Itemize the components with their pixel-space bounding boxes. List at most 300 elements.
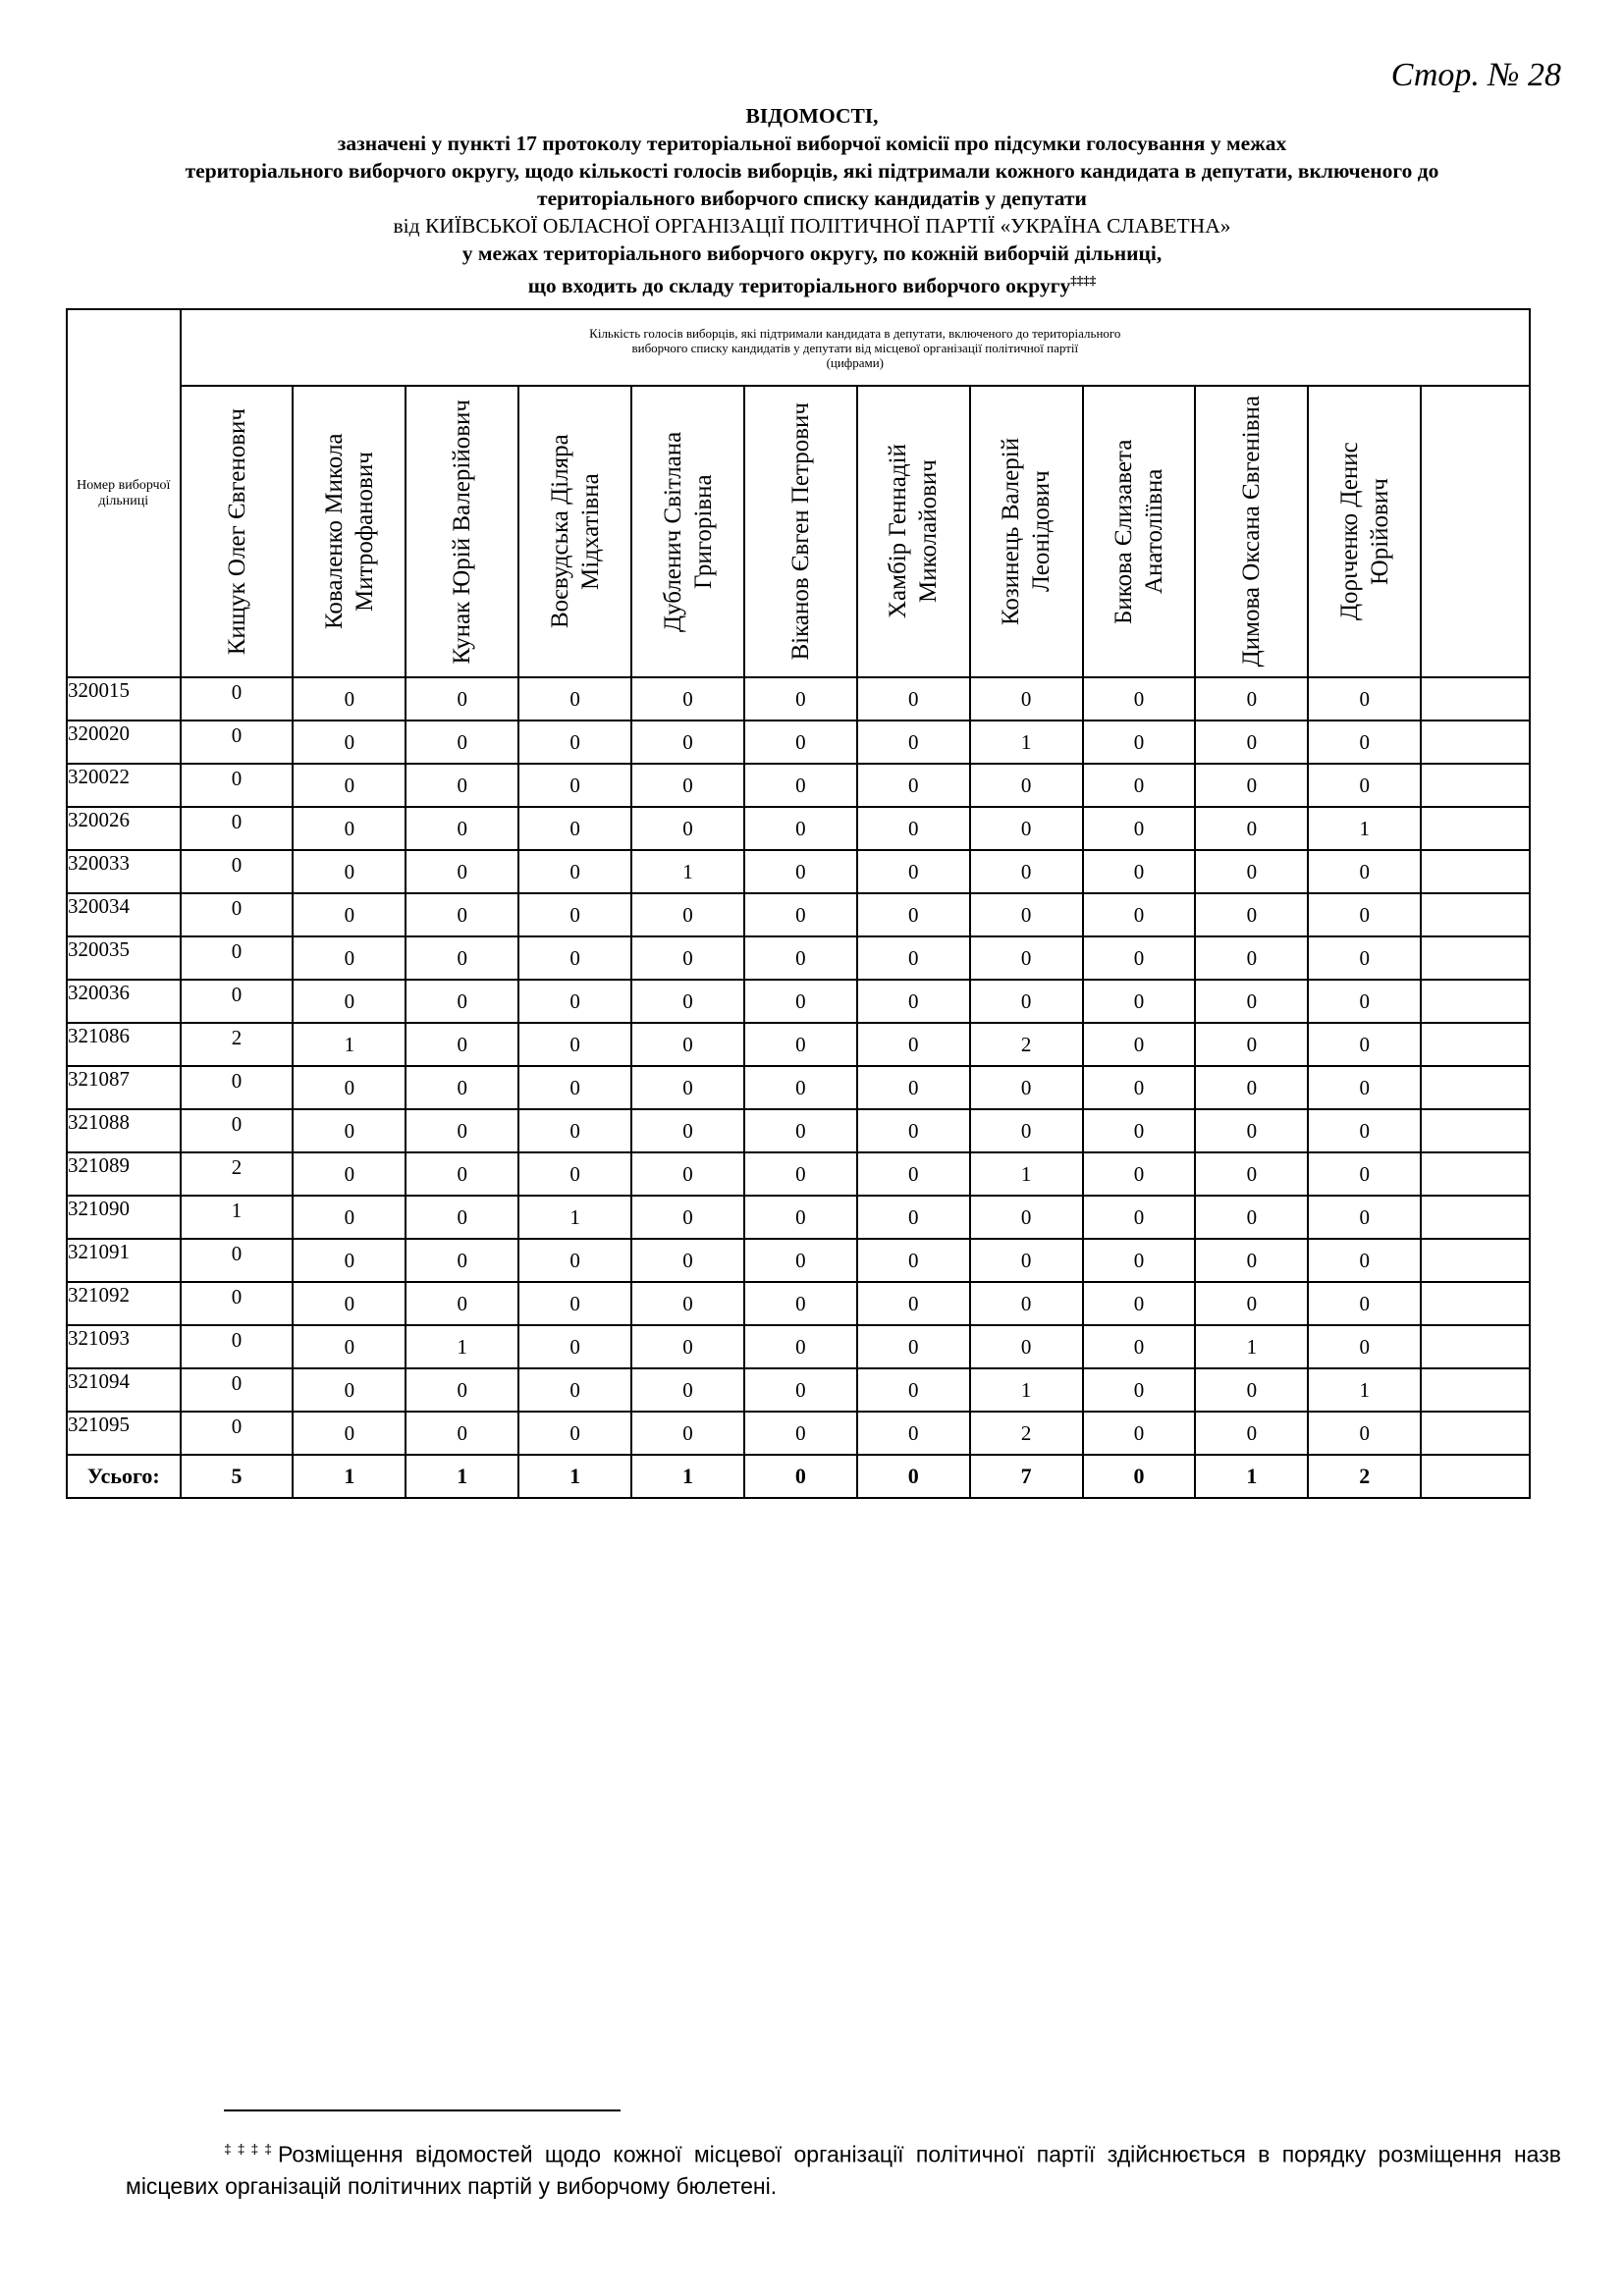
vote-count-cell: 0 xyxy=(744,721,857,764)
vote-count-cell: 0 xyxy=(181,1109,294,1152)
vote-count-cell: 0 xyxy=(970,677,1083,721)
vote-count-cell: 0 xyxy=(181,893,294,936)
vote-count-cell: 0 xyxy=(406,1066,518,1109)
vote-count-cell: 0 xyxy=(631,764,744,807)
vote-count-cell: 0 xyxy=(744,1239,857,1282)
vote-count-cell: 0 xyxy=(518,1368,631,1412)
total-cell: 1 xyxy=(518,1455,631,1498)
vote-count-cell: 0 xyxy=(744,850,857,893)
empty-cell xyxy=(1421,1368,1530,1412)
vote-count-cell: 0 xyxy=(518,807,631,850)
empty-cell xyxy=(1421,1325,1530,1368)
table-row xyxy=(67,764,1530,807)
vote-count-cell: 0 xyxy=(1195,1023,1308,1066)
vote-count-cell: 0 xyxy=(1195,1152,1308,1196)
station-number: 320036 xyxy=(67,980,181,1023)
vote-count-cell: 0 xyxy=(857,1325,970,1368)
vote-count-cell: 0 xyxy=(970,1109,1083,1152)
document-heading xyxy=(59,102,1565,299)
vote-count-cell: 0 xyxy=(293,1109,406,1152)
vote-count-cell: 2 xyxy=(181,1152,294,1196)
table-row xyxy=(67,807,1530,850)
table-row xyxy=(67,721,1530,764)
empty-cell xyxy=(1421,850,1530,893)
vote-count-cell: 0 xyxy=(181,807,294,850)
vote-count-cell: 0 xyxy=(518,1325,631,1368)
vote-count-cell: 0 xyxy=(181,1239,294,1282)
page-number: Стор. № 28 xyxy=(1390,57,1561,93)
vote-count-cell: 0 xyxy=(1083,1066,1196,1109)
vote-count-cell: 2 xyxy=(970,1412,1083,1455)
table-row xyxy=(67,1023,1530,1066)
vote-count-cell: 0 xyxy=(1195,677,1308,721)
totals-row xyxy=(67,1455,1530,1498)
vote-count-cell: 0 xyxy=(1195,1109,1308,1152)
vote-count-cell: 0 xyxy=(857,980,970,1023)
candidate-header xyxy=(406,386,518,677)
vote-count-cell: 0 xyxy=(518,721,631,764)
vote-count-cell: 0 xyxy=(970,1066,1083,1109)
vote-count-cell: 1 xyxy=(1308,1368,1421,1412)
vote-count-cell: 2 xyxy=(970,1023,1083,1066)
table-row xyxy=(67,1152,1530,1196)
heading-line-3: територіального виборчого списку кандидатів у депутати xyxy=(537,187,1087,210)
vote-count-cell: 0 xyxy=(406,1368,518,1412)
vote-count-cell: 0 xyxy=(406,936,518,980)
vote-count-cell: 0 xyxy=(631,1109,744,1152)
vote-count-cell: 0 xyxy=(744,1066,857,1109)
vote-count-cell: 0 xyxy=(1195,1412,1308,1455)
vote-count-cell: 0 xyxy=(406,980,518,1023)
station-number: 320034 xyxy=(67,893,181,936)
heading-line-6 xyxy=(59,267,1565,299)
table-row xyxy=(67,1282,1530,1325)
vote-count-cell: 0 xyxy=(631,1325,744,1368)
vote-count-cell: 0 xyxy=(857,677,970,721)
vote-count-cell: 0 xyxy=(518,850,631,893)
vote-count-cell: 0 xyxy=(181,1066,294,1109)
vote-count-cell: 0 xyxy=(857,721,970,764)
table-row xyxy=(67,1066,1530,1109)
table-row xyxy=(67,1412,1530,1455)
vote-count-cell: 0 xyxy=(631,1152,744,1196)
table-row xyxy=(67,893,1530,936)
vote-count-cell: 0 xyxy=(293,893,406,936)
vote-count-cell: 0 xyxy=(970,1282,1083,1325)
vote-count-cell: 0 xyxy=(1195,721,1308,764)
vote-count-cell: 0 xyxy=(1195,1196,1308,1239)
vote-count-cell: 0 xyxy=(406,1023,518,1066)
table-row xyxy=(67,1196,1530,1239)
vote-count-cell: 0 xyxy=(744,1412,857,1455)
vote-count-cell: 0 xyxy=(518,1152,631,1196)
vote-count-cell: 0 xyxy=(1083,1023,1196,1066)
vote-count-cell: 0 xyxy=(293,936,406,980)
heading-line-1: зазначені у пункті 17 протоколу територіальної виборчої комісії про підсумки голосування у межах xyxy=(337,132,1287,155)
vote-count-cell: 0 xyxy=(181,850,294,893)
heading-title: ВІДОМОСТІ, xyxy=(745,104,879,128)
candidate-header xyxy=(1195,386,1308,677)
vote-count-cell: 0 xyxy=(970,936,1083,980)
header-row-candidates xyxy=(67,386,1530,677)
vote-count-cell: 0 xyxy=(857,893,970,936)
vote-count-cell: 0 xyxy=(744,1282,857,1325)
empty-cell xyxy=(1421,1109,1530,1152)
vote-count-cell: 0 xyxy=(744,764,857,807)
empty-cell xyxy=(1421,1455,1530,1498)
vote-count-cell: 0 xyxy=(181,1368,294,1412)
footnote-mark: ‡‡‡‡ xyxy=(224,2141,278,2157)
vote-count-cell: 0 xyxy=(631,1196,744,1239)
vote-count-cell: 0 xyxy=(857,1023,970,1066)
results-body xyxy=(67,677,1530,1498)
vote-count-cell: 0 xyxy=(293,677,406,721)
votes-caption xyxy=(181,309,1530,386)
vote-count-cell: 0 xyxy=(1083,1152,1196,1196)
vote-count-cell: 0 xyxy=(631,1023,744,1066)
vote-count-cell: 0 xyxy=(744,1325,857,1368)
vote-count-cell: 1 xyxy=(1195,1325,1308,1368)
vote-count-cell: 0 xyxy=(1308,677,1421,721)
vote-count-cell: 0 xyxy=(181,677,294,721)
vote-count-cell: 0 xyxy=(857,850,970,893)
vote-count-cell: 0 xyxy=(1083,721,1196,764)
vote-count-cell: 0 xyxy=(857,1196,970,1239)
vote-count-cell: 0 xyxy=(181,980,294,1023)
vote-count-cell: 0 xyxy=(1308,721,1421,764)
vote-count-cell: 0 xyxy=(744,677,857,721)
candidate-name: Бикова Єлизавета Анатоліївна xyxy=(1110,439,1168,624)
station-number: 320033 xyxy=(67,850,181,893)
vote-count-cell: 0 xyxy=(857,1239,970,1282)
vote-count-cell: 0 xyxy=(1083,980,1196,1023)
vote-count-cell: 0 xyxy=(1308,893,1421,936)
vote-count-cell: 0 xyxy=(744,1368,857,1412)
vote-count-cell: 0 xyxy=(1083,1368,1196,1412)
vote-count-cell: 0 xyxy=(293,1152,406,1196)
empty-cell xyxy=(1421,893,1530,936)
station-number: 320026 xyxy=(67,807,181,850)
vote-count-cell: 0 xyxy=(970,1239,1083,1282)
vote-count-cell: 0 xyxy=(631,807,744,850)
vote-count-cell: 0 xyxy=(631,1066,744,1109)
vote-count-cell: 0 xyxy=(406,721,518,764)
vote-count-cell: 0 xyxy=(518,1066,631,1109)
candidate-header xyxy=(293,386,406,677)
vote-count-cell: 0 xyxy=(1083,764,1196,807)
table-row xyxy=(67,1325,1530,1368)
vote-count-cell: 0 xyxy=(1195,893,1308,936)
candidate-name: Кунак Юрій Валерійович xyxy=(449,399,476,665)
total-cell: 5 xyxy=(181,1455,294,1498)
vote-count-cell: 0 xyxy=(1308,1282,1421,1325)
empty-cell xyxy=(1421,1412,1530,1455)
vote-count-cell: 0 xyxy=(1308,1023,1421,1066)
vote-count-cell: 1 xyxy=(406,1325,518,1368)
empty-cell xyxy=(1421,980,1530,1023)
vote-count-cell: 0 xyxy=(857,764,970,807)
vote-count-cell: 0 xyxy=(518,1109,631,1152)
candidate-header xyxy=(1308,386,1421,677)
vote-count-cell: 1 xyxy=(970,1152,1083,1196)
vote-count-cell: 0 xyxy=(631,677,744,721)
votes-caption-line-2: виборчого списку кандидатів у депутати від місцевої організації політичної партії xyxy=(631,340,1079,355)
footnote xyxy=(126,2133,1561,2202)
vote-count-cell: 0 xyxy=(1308,980,1421,1023)
candidate-name: Козинець Валерій Леонідович xyxy=(998,437,1056,626)
vote-count-cell: 0 xyxy=(181,721,294,764)
heading-party-line: від КИЇВСЬКОЇ ОБЛАСНОЇ ОРГАНІЗАЦІЇ ПОЛІТИЧНОЇ ПАРТІЇ «УКРАЇНА СЛАВЕТНА» xyxy=(393,214,1231,238)
vote-count-cell: 0 xyxy=(406,807,518,850)
station-number: 321091 xyxy=(67,1239,181,1282)
station-number: 321095 xyxy=(67,1412,181,1455)
table-row xyxy=(67,1368,1530,1412)
station-number: 320022 xyxy=(67,764,181,807)
candidate-header xyxy=(970,386,1083,677)
vote-count-cell: 0 xyxy=(293,764,406,807)
vote-count-cell: 0 xyxy=(970,980,1083,1023)
vote-count-cell: 0 xyxy=(631,1368,744,1412)
vote-count-cell: 0 xyxy=(1308,850,1421,893)
vote-count-cell: 0 xyxy=(970,764,1083,807)
vote-count-cell: 0 xyxy=(518,1239,631,1282)
vote-count-cell: 0 xyxy=(1195,980,1308,1023)
table-row xyxy=(67,850,1530,893)
vote-count-cell: 0 xyxy=(406,1196,518,1239)
candidate-header xyxy=(518,386,631,677)
total-cell: 0 xyxy=(857,1455,970,1498)
station-number: 320035 xyxy=(67,936,181,980)
vote-count-cell: 0 xyxy=(631,1239,744,1282)
votes-caption-line-3: (цифрами) xyxy=(826,354,885,370)
vote-count-cell: 0 xyxy=(1083,1412,1196,1455)
station-number: 321090 xyxy=(67,1196,181,1239)
vote-count-cell: 0 xyxy=(406,1412,518,1455)
total-cell: 2 xyxy=(1308,1455,1421,1498)
vote-count-cell: 0 xyxy=(518,1023,631,1066)
vote-count-cell: 0 xyxy=(857,1152,970,1196)
station-number: 320020 xyxy=(67,721,181,764)
candidate-name: Дубленич Світлана Григорівна xyxy=(659,431,717,632)
vote-count-cell: 0 xyxy=(1195,1066,1308,1109)
candidate-name: Димова Оксана Євгенівна xyxy=(1238,396,1266,667)
vote-count-cell: 0 xyxy=(406,893,518,936)
vote-count-cell: 0 xyxy=(970,807,1083,850)
vote-count-cell: 0 xyxy=(406,1282,518,1325)
station-number: 321094 xyxy=(67,1368,181,1412)
vote-count-cell: 0 xyxy=(181,1282,294,1325)
vote-count-cell: 0 xyxy=(1083,936,1196,980)
vote-count-cell: 0 xyxy=(857,1066,970,1109)
vote-count-cell: 0 xyxy=(1195,807,1308,850)
vote-count-cell: 1 xyxy=(970,1368,1083,1412)
vote-count-cell: 0 xyxy=(631,980,744,1023)
vote-count-cell: 0 xyxy=(857,1368,970,1412)
vote-count-cell: 0 xyxy=(631,1412,744,1455)
table-row xyxy=(67,1239,1530,1282)
station-number: 321092 xyxy=(67,1282,181,1325)
candidate-header xyxy=(631,386,744,677)
vote-count-cell: 0 xyxy=(1083,850,1196,893)
vote-count-cell: 0 xyxy=(181,764,294,807)
vote-count-cell: 0 xyxy=(970,1196,1083,1239)
total-cell: 1 xyxy=(631,1455,744,1498)
vote-count-cell: 0 xyxy=(1083,1196,1196,1239)
candidate-header xyxy=(857,386,970,677)
vote-count-cell: 0 xyxy=(293,1066,406,1109)
table-row xyxy=(67,936,1530,980)
vote-count-cell: 1 xyxy=(970,721,1083,764)
station-column-header: Номер виборчої дільниці xyxy=(67,309,181,677)
vote-count-cell: 0 xyxy=(631,1282,744,1325)
candidate-name: Хамбір Геннадій Миколайович xyxy=(885,444,943,619)
vote-count-cell: 0 xyxy=(518,1282,631,1325)
total-cell: 1 xyxy=(293,1455,406,1498)
vote-count-cell: 0 xyxy=(293,1368,406,1412)
vote-count-cell: 0 xyxy=(406,1152,518,1196)
vote-count-cell: 0 xyxy=(406,764,518,807)
vote-count-cell: 0 xyxy=(1308,1066,1421,1109)
empty-cell xyxy=(1421,677,1530,721)
vote-count-cell: 0 xyxy=(1308,1109,1421,1152)
vote-count-cell: 0 xyxy=(181,1412,294,1455)
vote-count-cell: 0 xyxy=(293,850,406,893)
vote-count-cell: 0 xyxy=(293,807,406,850)
vote-count-cell: 0 xyxy=(970,850,1083,893)
vote-count-cell: 0 xyxy=(744,1109,857,1152)
empty-cell xyxy=(1421,764,1530,807)
table-row xyxy=(67,980,1530,1023)
candidate-name: Кищук Олег Євгенович xyxy=(223,407,250,656)
vote-count-cell: 0 xyxy=(1083,1325,1196,1368)
vote-count-cell: 0 xyxy=(406,677,518,721)
votes-caption-line-1: Кількість голосів виборців, які підтримали кандидата в депутати, включеного до територіального xyxy=(589,325,1121,341)
vote-count-cell: 1 xyxy=(293,1023,406,1066)
vote-count-cell: 0 xyxy=(518,764,631,807)
vote-count-cell: 0 xyxy=(181,936,294,980)
header-row-caption xyxy=(67,309,1530,386)
vote-count-cell: 0 xyxy=(406,850,518,893)
candidate-name: Коваленко Микола Митрофанович xyxy=(320,433,378,630)
candidate-header xyxy=(181,386,294,677)
vote-count-cell: 0 xyxy=(744,1196,857,1239)
vote-count-cell: 0 xyxy=(1083,1109,1196,1152)
empty-cell xyxy=(1421,1066,1530,1109)
vote-count-cell: 0 xyxy=(293,1196,406,1239)
vote-count-cell: 0 xyxy=(406,1239,518,1282)
vote-count-cell: 0 xyxy=(1083,893,1196,936)
vote-count-cell: 0 xyxy=(744,980,857,1023)
station-number: 321086 xyxy=(67,1023,181,1066)
vote-count-cell: 0 xyxy=(1083,807,1196,850)
footnote-divider xyxy=(224,2109,621,2111)
totals-label: Усього: xyxy=(67,1455,181,1498)
vote-count-cell: 0 xyxy=(1308,1412,1421,1455)
empty-cell xyxy=(1421,1196,1530,1239)
total-cell: 0 xyxy=(1083,1455,1196,1498)
vote-count-cell: 0 xyxy=(1083,1239,1196,1282)
empty-cell xyxy=(1421,1023,1530,1066)
vote-count-cell: 0 xyxy=(293,1412,406,1455)
vote-count-cell: 0 xyxy=(1083,677,1196,721)
vote-count-cell: 0 xyxy=(518,980,631,1023)
vote-count-cell: 0 xyxy=(744,893,857,936)
vote-count-cell: 0 xyxy=(857,936,970,980)
station-number: 321088 xyxy=(67,1109,181,1152)
vote-count-cell: 0 xyxy=(1195,1282,1308,1325)
vote-count-cell: 0 xyxy=(1308,1325,1421,1368)
vote-count-cell: 0 xyxy=(181,1325,294,1368)
vote-count-cell: 0 xyxy=(1195,1368,1308,1412)
vote-count-cell: 0 xyxy=(1308,1152,1421,1196)
vote-count-cell: 0 xyxy=(293,1282,406,1325)
vote-count-cell: 1 xyxy=(631,850,744,893)
vote-count-cell: 0 xyxy=(857,1282,970,1325)
vote-count-cell: 1 xyxy=(1308,807,1421,850)
heading-footnote-mark: ‡‡‡‡ xyxy=(1070,273,1097,288)
total-cell: 7 xyxy=(970,1455,1083,1498)
vote-count-cell: 0 xyxy=(857,1109,970,1152)
empty-cell xyxy=(1421,936,1530,980)
empty-cell xyxy=(1421,721,1530,764)
vote-count-cell: 0 xyxy=(631,936,744,980)
empty-candidate-header xyxy=(1421,386,1530,677)
vote-count-cell: 0 xyxy=(293,980,406,1023)
vote-count-cell: 0 xyxy=(1308,764,1421,807)
station-number: 320015 xyxy=(67,677,181,721)
empty-cell xyxy=(1421,1282,1530,1325)
empty-cell xyxy=(1421,807,1530,850)
vote-count-cell: 0 xyxy=(518,677,631,721)
vote-count-cell: 0 xyxy=(631,893,744,936)
empty-cell xyxy=(1421,1152,1530,1196)
vote-count-cell: 0 xyxy=(293,1239,406,1282)
total-cell: 0 xyxy=(744,1455,857,1498)
vote-count-cell: 0 xyxy=(293,1325,406,1368)
empty-cell xyxy=(1421,1239,1530,1282)
vote-count-cell: 0 xyxy=(1308,1239,1421,1282)
heading-line-6-text: що входить до складу територіального виборчого округу xyxy=(527,274,1071,298)
results-table xyxy=(66,308,1531,1499)
vote-count-cell: 0 xyxy=(857,807,970,850)
vote-count-cell: 0 xyxy=(1195,850,1308,893)
vote-count-cell: 0 xyxy=(744,1023,857,1066)
vote-count-cell: 0 xyxy=(293,721,406,764)
candidate-header xyxy=(1083,386,1196,677)
candidate-name: Доριченко Денис Юрійович xyxy=(1335,442,1393,621)
vote-count-cell: 0 xyxy=(406,1109,518,1152)
vote-count-cell: 1 xyxy=(181,1196,294,1239)
vote-count-cell: 0 xyxy=(1195,764,1308,807)
vote-count-cell: 0 xyxy=(744,936,857,980)
vote-count-cell: 0 xyxy=(1308,936,1421,980)
station-number: 321093 xyxy=(67,1325,181,1368)
vote-count-cell: 0 xyxy=(1308,1196,1421,1239)
vote-count-cell: 0 xyxy=(1195,1239,1308,1282)
vote-count-cell: 0 xyxy=(1195,936,1308,980)
table-row xyxy=(67,1109,1530,1152)
vote-count-cell: 0 xyxy=(857,1412,970,1455)
vote-count-cell: 0 xyxy=(631,721,744,764)
station-number: 321089 xyxy=(67,1152,181,1196)
candidate-header xyxy=(744,386,857,677)
station-number: 321087 xyxy=(67,1066,181,1109)
vote-count-cell: 0 xyxy=(518,893,631,936)
candidate-name: Віканов Євген Петрович xyxy=(786,402,814,661)
vote-count-cell: 0 xyxy=(744,1152,857,1196)
vote-count-cell: 0 xyxy=(1083,1282,1196,1325)
vote-count-cell: 0 xyxy=(970,893,1083,936)
